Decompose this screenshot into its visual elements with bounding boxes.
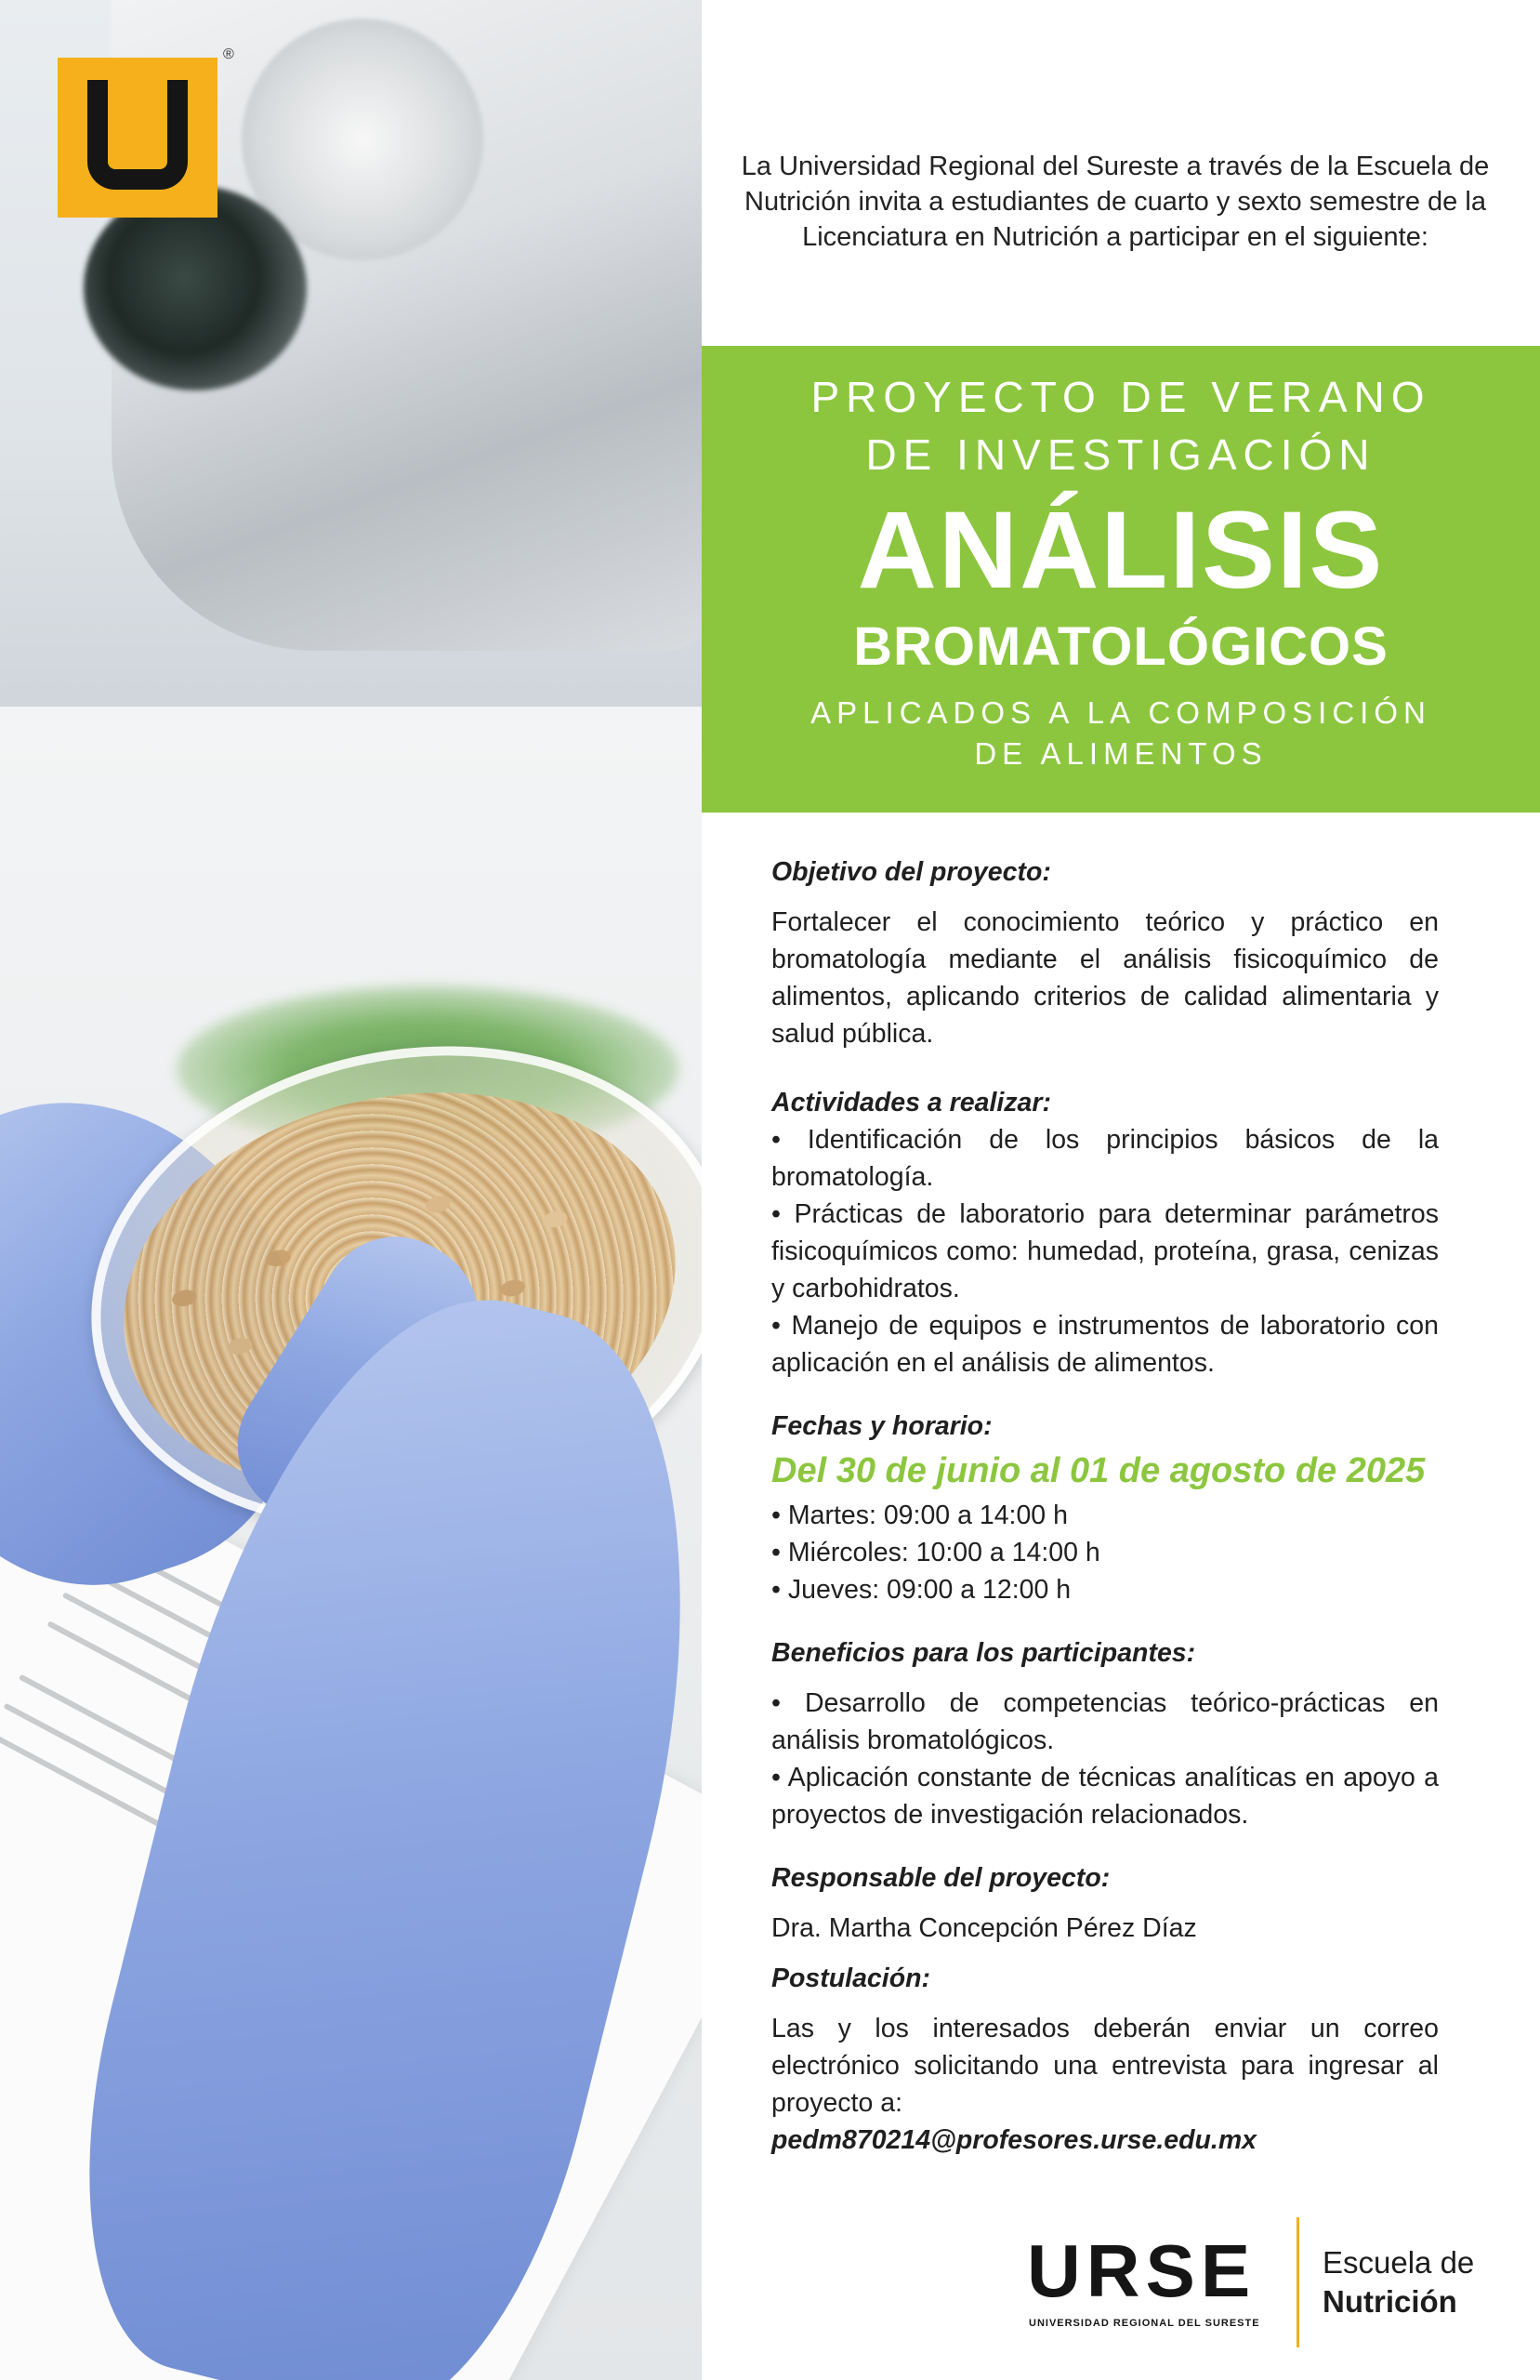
title-line-1: PROYECTO DE VERANO (810, 373, 1431, 421)
application-heading: Postulación: (771, 1964, 931, 1993)
benefits-heading: Beneficios para los participantes: (771, 1638, 1196, 1668)
objective-text: Fortalecer el conocimiento teórico y práctico en bromatología mediante el análisis fisicoquímico de alimentos, aplicando criterios de calidad alimentaria y salud pública. (771, 907, 1439, 1049)
activity-item: • Identificación de los principios básicos de la bromatología. (771, 1125, 1439, 1192)
urse-brand (1027, 2217, 1510, 2357)
schedule-heading: Fechas y horario: (771, 1411, 993, 1441)
schedule-item: • Martes: 09:00 a 14:00 h (771, 1501, 1068, 1530)
contact-email[interactable]: pedm870214@profesores.urse.edu.mx (771, 2125, 1257, 2155)
schedule-item: • Miércoles: 10:00 a 14:00 h (771, 1538, 1100, 1567)
registered-mark: ® (223, 46, 234, 62)
activity-item: • Manejo de equipos e instrumentos de laboratorio con aplicación en el análisis de alimentos. (771, 1311, 1439, 1378)
responsible-heading: Responsable del proyecto: (771, 1863, 1111, 1893)
benefit-item: • Desarrollo de competencias teórico-prácticas en análisis bromatológicos. (771, 1688, 1439, 1755)
activities-heading: Actividades a realizar: (771, 1088, 1051, 1117)
title-line-2: DE INVESTIGACIÓN (865, 430, 1376, 479)
title-band (702, 346, 1540, 813)
project-details (771, 853, 1439, 2159)
school-name-line-2: Nutrición (1323, 2284, 1457, 2319)
objective-heading: Objetivo del proyecto: (771, 857, 1051, 887)
title-line-6: DE ALIMENTOS (974, 736, 1268, 771)
urse-full-name: UNIVERSIDAD REGIONAL DEL SURESTE (1029, 2318, 1260, 2329)
benefit-item: • Aplicación constante de técnicas analíticas en apoyo a proyectos de investigación relacionados. (771, 1763, 1439, 1830)
title-main: ANÁLISIS (857, 489, 1385, 612)
university-logo (58, 58, 217, 218)
lab-photo (0, 0, 702, 2380)
urse-wordmark: URSE (1027, 2229, 1257, 2312)
title-line-5: APLICADOS A LA COMPOSICIÓN (810, 695, 1431, 730)
school-name-line-1: Escuela de (1323, 2245, 1475, 2280)
schedule-dates: Del 30 de junio al 01 de agosto de 2025 (771, 1451, 1426, 1490)
logo-u-glyph (87, 80, 188, 190)
responsible-name: Dra. Martha Concepción Pérez Díaz (771, 1913, 1197, 1943)
brand-divider (1296, 2217, 1299, 2347)
application-text: Las y los interesados deberán enviar un correo electrónico solicitando una entrevista para ingresar al proyecto a: (771, 2014, 1439, 2118)
schedule-item: • Jueves: 09:00 a 12:00 h (771, 1575, 1072, 1605)
title-sub: BROMATOLÓGICOS (853, 616, 1389, 677)
activity-item: • Prácticas de laboratorio para determinar parámetros fisicoquímicos como: humedad, proteína, grasa, cenizas y carbohidratos. (771, 1199, 1439, 1303)
intro-text: La Universidad Regional del Sureste a través de la Escuela de Nutrición invita a estudiantes de cuarto y sexto semestre de la Licenciatura en Nutrición a participar en el siguiente: (741, 152, 1490, 252)
